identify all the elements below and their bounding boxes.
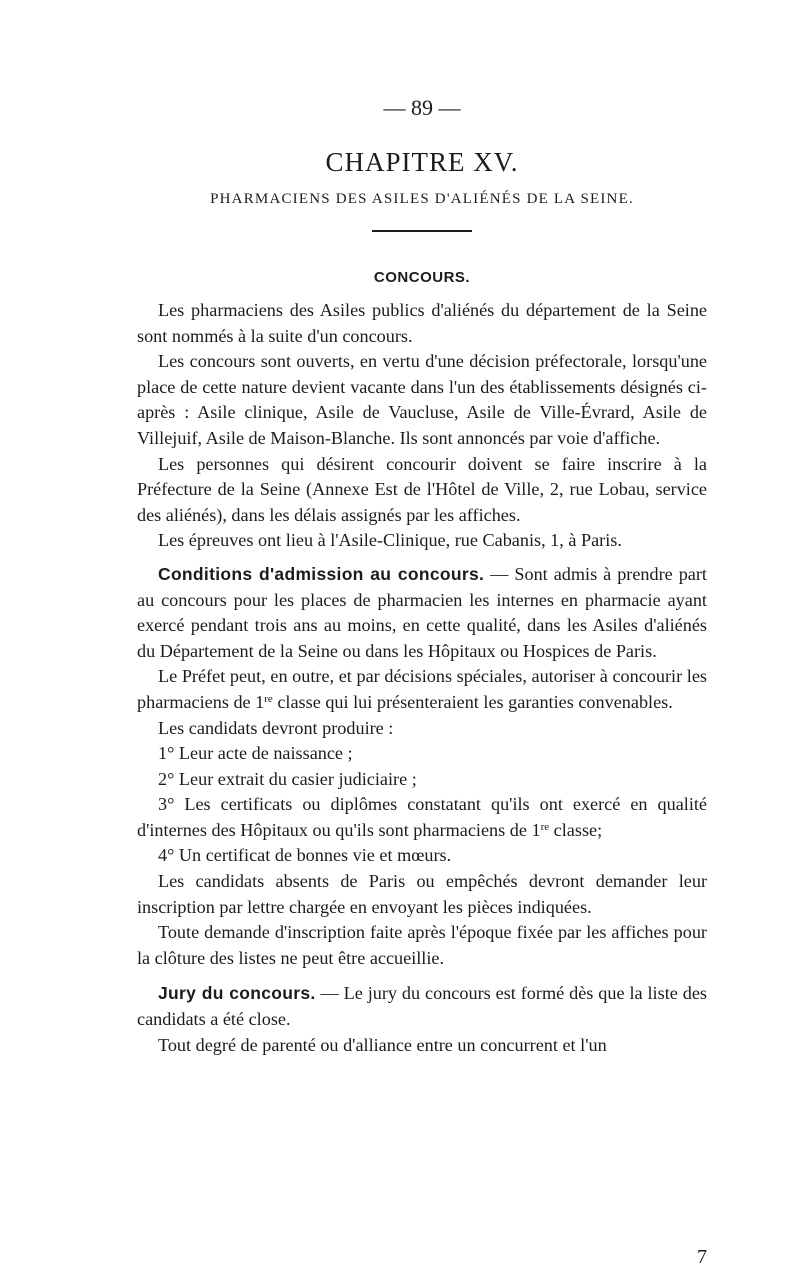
list-item: 2° Leur extrait du casier judiciaire ;: [158, 768, 417, 789]
signature-mark: 7: [697, 1246, 707, 1268]
run-in-heading: Conditions d'admission au concours.: [158, 563, 485, 584]
divider-rule: [372, 230, 472, 232]
paragraph: Tout degré de parenté ou d'alliance entre un concurrent et l'un: [158, 1034, 607, 1055]
chapter-title: CHAPITRE XV.: [325, 147, 519, 177]
list-item: 4° Un certificat de bonnes vie et mœurs.: [158, 845, 452, 866]
paragraph: Toute demande d'inscription faite après l'époque fixée par les affiches pour la clôture des listes ne peut être accueillie.: [137, 922, 707, 968]
run-in-heading: Jury du concours.: [158, 983, 316, 1004]
superscript: re: [540, 820, 550, 833]
paragraph-text: 3° Les certificats ou diplômes constatant qu'ils ont exercé en qualité d'internes des Hôpitaux ou qu'ils sont pharmaciens de 1: [137, 794, 707, 840]
paragraph: [137, 664, 707, 715]
paragraph: Les pharmaciens des Asiles publics d'aliénés du département de la Seine sont nommés à la suite d'un concours.: [137, 300, 707, 346]
list-item: 1° Leur acte de naissance ;: [158, 743, 353, 764]
paragraph-text: classe qui lui présenteraient les garanties convenables.: [272, 691, 673, 712]
paragraph-text: Le Préfet peut, en outre, et par décisions spéciales, autoriser à concourir les pharmaciens de 1: [137, 666, 707, 712]
list-item: [137, 792, 707, 843]
paragraph-text: — Sont admis à prendre part au concours pour les places de pharmacien les internes en pharmacie ayant exercé pendant trois ans au moins, en cette qualité, dans les Asiles d'aliénés du Département de la Seine ou dans les Hôpitaux ou Hospices de Paris.: [137, 563, 707, 661]
page-number: — 89 —: [383, 95, 461, 120]
chapter-subtitle: PHARMACIENS DES ASILES D'ALIÉNÉS DE LA SEINE.: [210, 191, 634, 207]
paragraph: Les candidats absents de Paris ou empêchés devront demander leur inscription par lettre chargée en envoyant les pièces indiquées.: [137, 871, 707, 917]
paragraph-text: classe;: [549, 819, 603, 840]
paragraph: Les concours sont ouverts, en vertu d'une décision préfectorale, lorsqu'une place de cette nature devient vacante dans l'un des établissements désignés ci-après : Asile clinique, Asile de Vaucluse, Asile de Ville-Évrard, Asile de Villejuif, Asile de Maison-Blanche. Ils sont annoncés par voie d'affiche.: [137, 351, 707, 448]
paragraph: Les candidats devront produire :: [158, 717, 394, 738]
paragraph-conditions: [137, 562, 707, 664]
paragraph: Les épreuves ont lieu à l'Asile-Clinique, rue Cabanis, 1, à Paris.: [158, 530, 622, 551]
paragraph-text: — Le jury du concours est formé dès que la liste des candidats a été close.: [137, 983, 707, 1030]
section-heading: CONCOURS.: [373, 269, 471, 286]
paragraph: Les personnes qui désirent concourir doivent se faire inscrire à la Préfecture de la Seine (Annexe Est de l'Hôtel de Ville, 2, rue Lobau, service des aliénés), dans les délais assignés par les affiches.: [137, 453, 707, 525]
book-page: [137, 88, 707, 1268]
body-text: [137, 298, 707, 1058]
paragraph-jury: [137, 981, 707, 1032]
superscript: re: [264, 692, 273, 705]
